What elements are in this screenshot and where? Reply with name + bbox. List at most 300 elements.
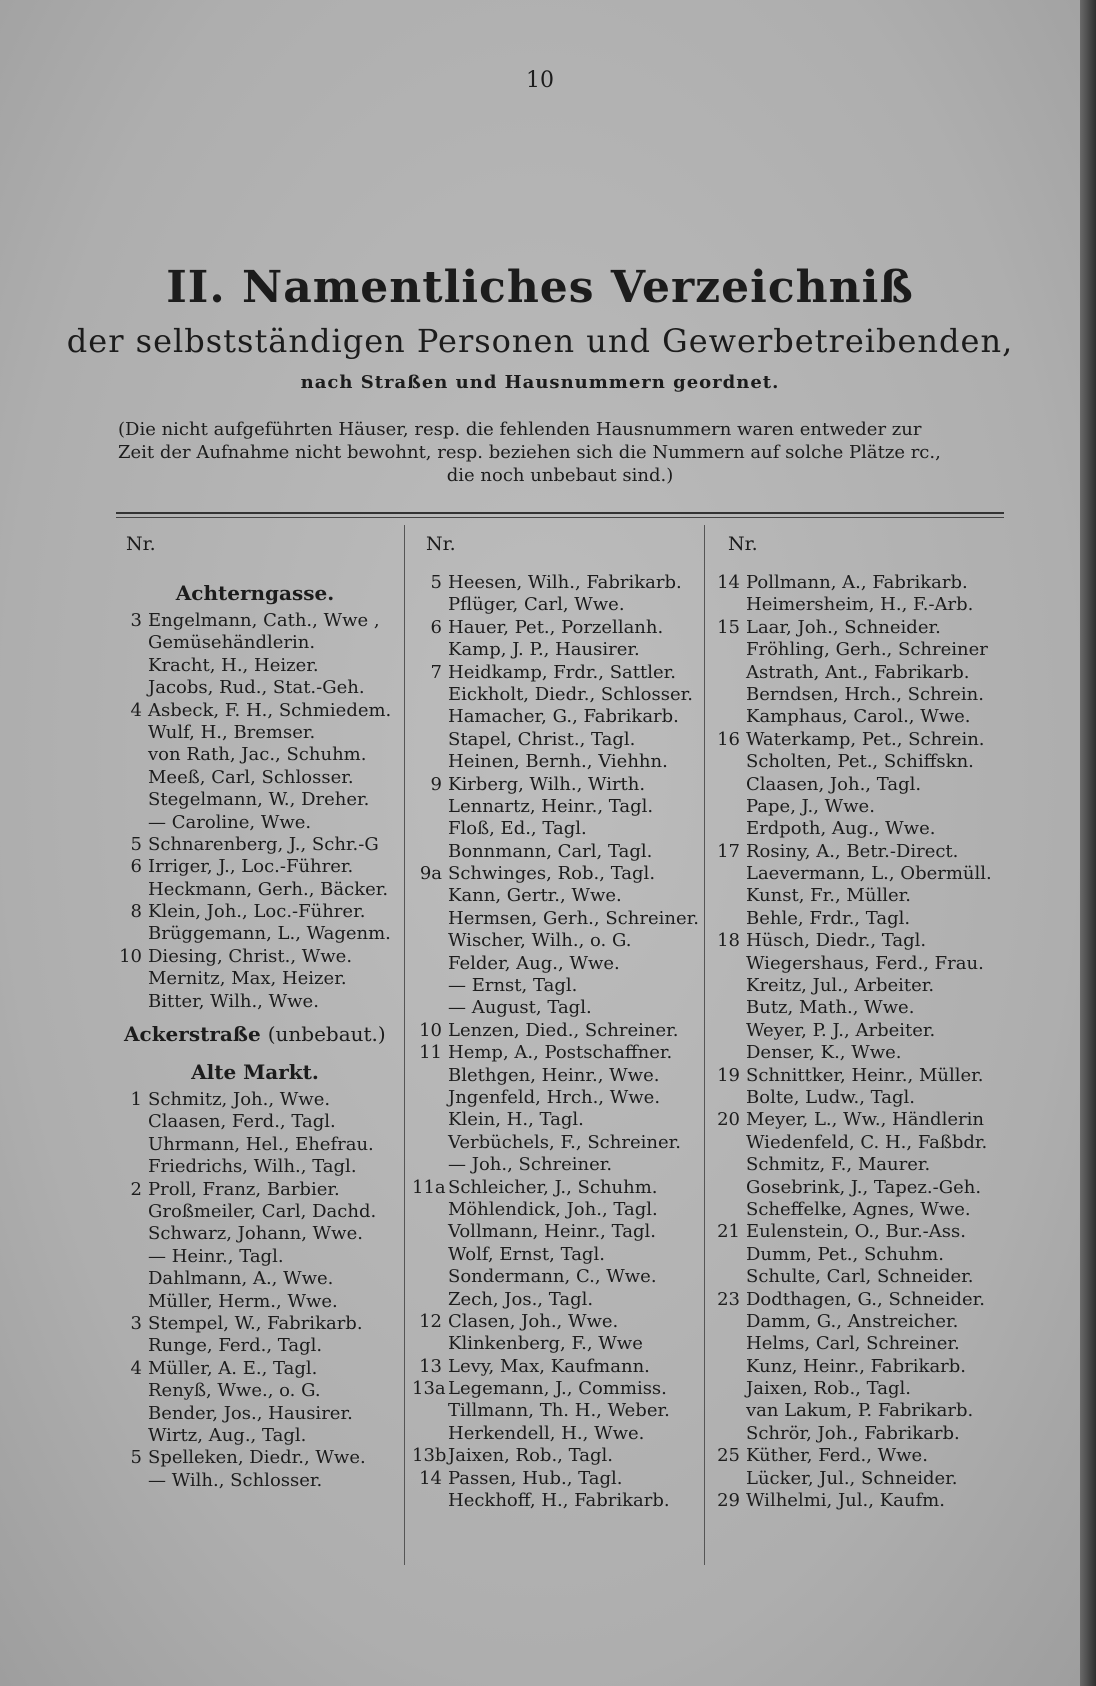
entry-text: Scheffelke, Agnes, Wwe. <box>746 1198 971 1220</box>
entry-text: Levy, Max, Kaufmann. <box>448 1355 650 1377</box>
house-number <box>112 1201 148 1223</box>
house-number: 5 <box>430 572 442 593</box>
entry-text: Stempel, W., Fabrikarb. <box>148 1312 363 1334</box>
entry-row <box>710 706 1006 728</box>
entry-text: Kunst, Fr., Müller. <box>746 885 911 907</box>
entry-text: Schrör, Joh., Fabrikarb. <box>746 1422 960 1444</box>
entry-text: Asbeck, F. H., Schmiedem. <box>148 699 392 721</box>
entry-text: Hemp, A., Postschaffner. <box>448 1042 673 1064</box>
house-number <box>112 1223 148 1245</box>
house-number <box>412 706 448 728</box>
entry-row <box>112 812 398 834</box>
entry-row <box>710 1087 1006 1109</box>
column-header: Nr. <box>426 533 456 555</box>
house-number <box>710 908 746 930</box>
entry-text: Spelleken, Diedr., Wwe. <box>148 1447 366 1469</box>
entry-text: Eickholt, Diedr., Schlosser. <box>448 683 693 705</box>
entry-text: Schnarenberg, J., Schr.-G <box>148 833 379 855</box>
entry-text: Pape, J., Wwe. <box>746 795 875 817</box>
house-number <box>112 1403 148 1425</box>
house-number: 8 <box>130 901 142 923</box>
page-edge <box>1080 0 1096 1686</box>
entry-text: Jaixen, Rob., Tagl. <box>746 1378 911 1400</box>
entry-row <box>412 1244 700 1266</box>
house-number: 11a <box>412 1176 446 1198</box>
house-number: 4 <box>130 699 142 721</box>
entry-row <box>112 700 398 722</box>
house-number: 20 <box>717 1109 740 1131</box>
entry-text: Zech, Jos., Tagl. <box>448 1288 594 1310</box>
house-number: 23 <box>717 1288 740 1310</box>
entry-row <box>710 818 1006 840</box>
entry-row <box>710 1109 1006 1131</box>
subtitle-ordering: nach Straßen und Hausnummern geordnet. <box>300 372 780 393</box>
entry-text: Schwarz, Johann, Wwe. <box>148 1223 363 1245</box>
house-number <box>710 1266 746 1288</box>
entry-row <box>710 1490 1006 1512</box>
house-number <box>112 1380 148 1402</box>
house-number <box>412 594 448 616</box>
double-rule-top <box>116 512 1004 514</box>
house-number <box>412 1087 448 1109</box>
column-3 <box>710 532 1006 1512</box>
entry-row <box>412 729 700 751</box>
entry-text: Wiegershaus, Ferd., Frau. <box>746 952 984 974</box>
entry-text: — Caroline, Wwe. <box>148 811 312 833</box>
entry-text: Weyer, P. J., Arbeiter. <box>746 1019 936 1041</box>
entry-text: Mernitz, Max, Heizer. <box>148 968 347 990</box>
entry-text: Kamp, J. P., Hausirer. <box>448 639 640 661</box>
house-number <box>112 632 148 654</box>
column-header: Nr. <box>126 533 156 555</box>
entry-row <box>710 1289 1006 1311</box>
entry-row <box>412 1177 700 1199</box>
entry-text: Hermsen, Gerh., Schreiner. <box>448 907 699 929</box>
entry-text: Stegelmann, W., Dreher. <box>148 789 370 811</box>
street-note: (unbebaut.) <box>267 1022 386 1047</box>
entry-row <box>710 997 1006 1019</box>
entry-row <box>112 1380 398 1402</box>
entry-text: Jngenfeld, Hrch., Wwe. <box>448 1086 661 1108</box>
entry-text: Müller, Herm., Wwe. <box>148 1290 338 1312</box>
entry-row <box>412 1490 700 1512</box>
column-divider <box>404 525 405 1565</box>
street-heading-alte-markt: Alte Markt. <box>191 1060 319 1085</box>
entry-text: von Rath, Jac., Schuhm. <box>148 744 367 766</box>
entry-text: Wirtz, Aug., Tagl. <box>148 1424 307 1446</box>
entry-row <box>412 1468 700 1490</box>
house-number <box>710 863 746 885</box>
house-number <box>710 975 746 997</box>
house-number <box>710 639 746 661</box>
house-number: 13a <box>412 1378 446 1400</box>
entry-row <box>112 856 398 878</box>
house-number <box>710 1154 746 1176</box>
entry-text: Schmitz, Joh., Wwe. <box>148 1089 331 1111</box>
entry-text: Bolte, Ludw., Tagl. <box>746 1086 915 1108</box>
entry-row <box>710 1132 1006 1154</box>
entry-row <box>112 1246 398 1268</box>
entry-text: Waterkamp, Pet., Schrein. <box>746 728 985 750</box>
house-number <box>710 1333 746 1355</box>
entry-text: Küther, Ferd., Wwe. <box>746 1445 928 1467</box>
house-number <box>412 997 448 1019</box>
entry-text: Fröhling, Gerh., Schreiner <box>746 639 988 661</box>
house-number <box>710 706 746 728</box>
house-number <box>710 1400 746 1422</box>
entry-row <box>112 1223 398 1245</box>
house-number <box>112 744 148 766</box>
entry-row <box>112 1268 398 1290</box>
house-number <box>710 1177 746 1199</box>
entry-text: Herkendell, H., Wwe. <box>448 1422 645 1444</box>
entry-text: Heidkamp, Frdr., Sattler. <box>448 661 676 683</box>
entry-text: Bender, Jos., Hausirer. <box>148 1402 353 1424</box>
house-number <box>412 1065 448 1087</box>
entry-text: Schwinges, Rob., Tagl. <box>448 863 656 885</box>
house-number <box>112 1470 148 1492</box>
entry-row <box>412 1087 700 1109</box>
entry-text: — Wilh., Schlosser. <box>148 1469 323 1491</box>
entry-row <box>112 991 398 1013</box>
entry-row <box>710 1400 1006 1422</box>
entry-row <box>412 818 700 840</box>
entry-row <box>710 1378 1006 1400</box>
entry-text: Wischer, Wilh., o. G. <box>448 930 632 952</box>
entry-text: Dumm, Pet., Schuhm. <box>746 1243 944 1265</box>
entry-row <box>412 885 700 907</box>
house-number <box>112 655 148 677</box>
entry-row <box>412 1289 700 1311</box>
entry-text: Proll, Franz, Barbier. <box>148 1178 340 1200</box>
entry-row <box>112 968 398 990</box>
house-number: 15 <box>717 616 740 638</box>
entry-text: Berndsen, Hrch., Schrein. <box>746 683 984 705</box>
entry-text: Schmitz, F., Maurer. <box>746 1154 931 1176</box>
house-number: 16 <box>717 728 740 750</box>
entry-text: Schnittker, Heinr., Müller. <box>746 1064 984 1086</box>
street-heading-achterngasse: Achterngasse. <box>175 581 335 605</box>
entry-row <box>710 1266 1006 1288</box>
entry-row <box>710 930 1006 952</box>
house-number <box>112 1156 148 1178</box>
entry-text: Runge, Ferd., Tagl. <box>148 1335 323 1357</box>
house-number: 14 <box>419 1467 442 1489</box>
entry-row <box>710 953 1006 975</box>
house-number: 4 <box>130 1357 142 1379</box>
entry-text: Butz, Math., Wwe. <box>746 997 915 1019</box>
entry-row <box>412 751 700 773</box>
house-number <box>112 1246 148 1268</box>
entry-text: Kunz, Heinr., Fabrikarb. <box>746 1355 967 1377</box>
entry-row <box>412 997 700 1019</box>
entry-text: Laevermann, L., Obermüll. <box>746 863 992 885</box>
house-number: 11 <box>419 1042 442 1064</box>
house-number: 13b <box>412 1445 447 1467</box>
entry-text: Dodthagen, G., Schneider. <box>746 1288 985 1310</box>
house-number <box>112 812 148 834</box>
house-number: 7 <box>430 661 442 683</box>
house-number <box>710 1042 746 1064</box>
entry-text: Legemann, J., Commiss. <box>448 1378 667 1400</box>
house-number <box>412 953 448 975</box>
entry-text: Laar, Joh., Schneider. <box>746 616 941 638</box>
entry-text: Clasen, Joh., Wwe. <box>448 1310 619 1332</box>
house-number <box>112 1111 148 1133</box>
column-2 <box>412 532 700 1512</box>
entry-text: Wolf, Ernst, Tagl. <box>448 1243 605 1265</box>
entry-row <box>710 1423 1006 1445</box>
entry-text: Denser, K., Wwe. <box>746 1042 902 1064</box>
entry-text: Passen, Hub., Tagl. <box>448 1467 623 1489</box>
house-number <box>412 684 448 706</box>
house-number <box>412 1490 448 1512</box>
house-number <box>412 751 448 773</box>
entry-row <box>112 655 398 677</box>
column-divider <box>704 525 705 1565</box>
entry-row <box>112 923 398 945</box>
entry-row <box>112 1111 398 1133</box>
house-number <box>710 953 746 975</box>
entry-row <box>710 1468 1006 1490</box>
house-number <box>112 1335 148 1357</box>
house-number <box>412 1199 448 1221</box>
house-number <box>412 639 448 661</box>
house-number: 14 <box>717 572 740 593</box>
entry-row <box>112 1358 398 1380</box>
house-number: 9 <box>430 773 442 795</box>
entry-text: Erdpoth, Aug., Wwe. <box>746 818 936 840</box>
entry-row <box>112 1403 398 1425</box>
entry-row <box>412 1154 700 1176</box>
entry-row <box>412 1378 700 1400</box>
entry-text: Kann, Gertr., Wwe. <box>448 885 622 907</box>
house-number: 10 <box>119 945 142 967</box>
entry-row <box>412 684 700 706</box>
house-number <box>412 841 448 863</box>
house-number <box>412 1289 448 1311</box>
house-number <box>412 975 448 997</box>
entry-row <box>412 930 700 952</box>
entry-row <box>710 572 1006 594</box>
entry-row <box>412 1400 700 1422</box>
house-number: 29 <box>717 1490 740 1512</box>
entry-row <box>112 1291 398 1313</box>
entry-text: Hüsch, Diedr., Tagl. <box>746 930 927 952</box>
entry-text: Brüggemann, L., Wagenm. <box>148 923 391 945</box>
entry-row <box>710 594 1006 616</box>
house-number: 12 <box>419 1310 442 1332</box>
entry-row <box>710 1244 1006 1266</box>
entry-row <box>112 1134 398 1156</box>
entry-text: Pflüger, Carl, Wwe. <box>448 594 625 616</box>
entry-row <box>710 1356 1006 1378</box>
entry-text: Heckmann, Gerh., Bäcker. <box>148 878 389 900</box>
entry-text: Friedrichs, Wilh., Tagl. <box>148 1156 357 1178</box>
entry-row <box>112 767 398 789</box>
entry-text: Möhlendick, Joh., Tagl. <box>448 1198 658 1220</box>
entry-text: Claasen, Ferd., Tagl. <box>148 1111 336 1133</box>
entry-row <box>112 1201 398 1223</box>
entry-row <box>112 879 398 901</box>
house-number <box>710 1199 746 1221</box>
entry-text: Damm, G., Anstreicher. <box>746 1310 959 1332</box>
entry-row <box>412 639 700 661</box>
house-number <box>412 930 448 952</box>
entry-row <box>112 1470 398 1492</box>
entry-text: Behle, Frdr., Tagl. <box>746 907 911 929</box>
entry-row <box>412 908 700 930</box>
entry-row <box>412 1132 700 1154</box>
house-number <box>710 997 746 1019</box>
entry-text: Wiedenfeld, C. H., Faßbdr. <box>746 1131 988 1153</box>
house-number <box>412 1266 448 1288</box>
entry-text: Verbüchels, F., Schreiner. <box>448 1131 681 1153</box>
entry-row <box>710 1042 1006 1064</box>
house-number: 10 <box>419 1019 442 1041</box>
entry-text: Gemüsehändlerin. <box>148 632 316 654</box>
entry-text: Diesing, Christ., Wwe. <box>148 945 353 967</box>
entry-text: Eulenstein, O., Bur.-Ass. <box>746 1221 966 1243</box>
entry-row <box>412 706 700 728</box>
entry-row <box>710 1199 1006 1221</box>
entry-list <box>412 572 700 1512</box>
entry-row <box>412 841 700 863</box>
entry-text: Klein, H., Tagl. <box>448 1109 584 1131</box>
entry-text: Felder, Aug., Wwe. <box>448 952 620 974</box>
house-number: 1 <box>130 1089 142 1111</box>
entry-row <box>412 1356 700 1378</box>
entry-text: Blethgen, Heinr., Wwe. <box>448 1064 660 1086</box>
house-number <box>710 662 746 684</box>
entry-row <box>710 796 1006 818</box>
entry-row <box>710 617 1006 639</box>
entry-text: Sondermann, C., Wwe. <box>448 1266 657 1288</box>
entry-row <box>112 789 398 811</box>
entry-row <box>710 885 1006 907</box>
entry-row <box>710 1311 1006 1333</box>
entry-text: Helms, Carl, Schreiner. <box>746 1333 960 1355</box>
entry-text: Vollmann, Heinr., Tagl. <box>448 1221 656 1243</box>
entry-text: Kamphaus, Carol., Wwe. <box>746 706 971 728</box>
entry-row <box>710 1333 1006 1355</box>
entry-row <box>710 729 1006 751</box>
entry-text: Wilhelmi, Jul., Kaufm. <box>746 1490 945 1512</box>
entry-text: Klein, Joh., Loc.-Führer. <box>148 901 366 923</box>
entry-row <box>710 684 1006 706</box>
subtitle: der selbstständigen Personen und Gewerbetreibenden, <box>66 322 1014 360</box>
house-number <box>412 1333 448 1355</box>
entry-text: Lücker, Jul., Schneider. <box>746 1467 958 1489</box>
entry-text: Stapel, Christ., Tagl. <box>448 728 636 750</box>
entry-row <box>710 1065 1006 1087</box>
entry-text: Schulte, Carl, Schneider. <box>746 1266 974 1288</box>
house-number: 17 <box>717 840 740 862</box>
entry-row <box>112 722 398 744</box>
entry-text: Gosebrink, J., Tapez.-Geh. <box>746 1176 982 1198</box>
house-number <box>412 1109 448 1131</box>
house-number <box>412 1400 448 1422</box>
entry-row <box>412 863 700 885</box>
entry-row <box>412 1065 700 1087</box>
house-number <box>710 1087 746 1109</box>
house-number <box>710 796 746 818</box>
entry-row <box>112 632 398 654</box>
house-number <box>412 1423 448 1445</box>
house-number <box>710 1311 746 1333</box>
house-number: 5 <box>130 1447 142 1469</box>
entry-row <box>412 953 700 975</box>
entry-text: Lennartz, Heinr., Tagl. <box>448 795 654 817</box>
house-number <box>710 1020 746 1042</box>
entry-text: Heimersheim, H., F.-Arb. <box>746 594 974 616</box>
entry-text: Heesen, Wilh., Fabrikarb. <box>448 572 682 593</box>
house-number <box>412 885 448 907</box>
entry-text: Großmeiler, Carl, Dachd. <box>148 1200 377 1222</box>
house-number: 2 <box>130 1178 142 1200</box>
house-number <box>710 885 746 907</box>
note-line: Zeit der Aufnahme nicht bewohnt, resp. beziehen sich die Nummern auf solche Plätze rc., <box>118 442 941 463</box>
entry-row <box>412 1042 700 1064</box>
entry-row <box>112 1447 398 1469</box>
house-number <box>412 796 448 818</box>
house-number <box>112 677 148 699</box>
house-number <box>710 1468 746 1490</box>
house-number: 3 <box>130 1312 142 1334</box>
entry-row <box>710 841 1006 863</box>
entry-text: van Lakum, P. Fabrikarb. <box>746 1400 974 1422</box>
entry-text: Engelmann, Cath., Wwe , <box>148 610 380 631</box>
house-number: 25 <box>717 1445 740 1467</box>
entry-row <box>112 677 398 699</box>
entry-text: Astrath, Ant., Fabrikarb. <box>746 661 970 683</box>
entry-row <box>710 1445 1006 1467</box>
entry-row <box>412 594 700 616</box>
house-number <box>412 1132 448 1154</box>
entry-row <box>112 946 398 968</box>
entry-row <box>412 1423 700 1445</box>
entry-row <box>112 1089 398 1111</box>
entry-row <box>710 1020 1006 1042</box>
entry-row <box>412 617 700 639</box>
entry-text: Meeß, Carl, Schlosser. <box>148 766 354 788</box>
house-number <box>412 818 448 840</box>
entry-row <box>112 1335 398 1357</box>
entry-text: Klinkenberg, F., Wwe <box>448 1333 643 1355</box>
entry-row <box>112 834 398 856</box>
entry-text: Bonnmann, Carl, Tagl. <box>448 840 653 862</box>
entry-text: Jacobs, Rud., Stat.-Geh. <box>148 677 365 699</box>
entry-row <box>412 1311 700 1333</box>
page-title: II. Namentliches Verzeichniß <box>166 262 914 313</box>
entry-text: Jaixen, Rob., Tagl. <box>448 1445 613 1467</box>
entry-row <box>412 1020 700 1042</box>
entry-row <box>710 662 1006 684</box>
house-number <box>112 789 148 811</box>
house-number <box>710 1244 746 1266</box>
entry-text: Kracht, H., Heizer. <box>148 654 319 676</box>
entry-row <box>412 1109 700 1131</box>
entry-row <box>710 1177 1006 1199</box>
entry-row <box>412 1333 700 1355</box>
house-number <box>412 908 448 930</box>
entry-text: Lenzen, Died., Schreiner. <box>448 1019 679 1041</box>
house-number <box>112 767 148 789</box>
entry-text: Kreitz, Jul., Arbeiter. <box>746 975 935 997</box>
house-number <box>710 684 746 706</box>
house-number <box>412 1154 448 1176</box>
entry-row <box>710 975 1006 997</box>
